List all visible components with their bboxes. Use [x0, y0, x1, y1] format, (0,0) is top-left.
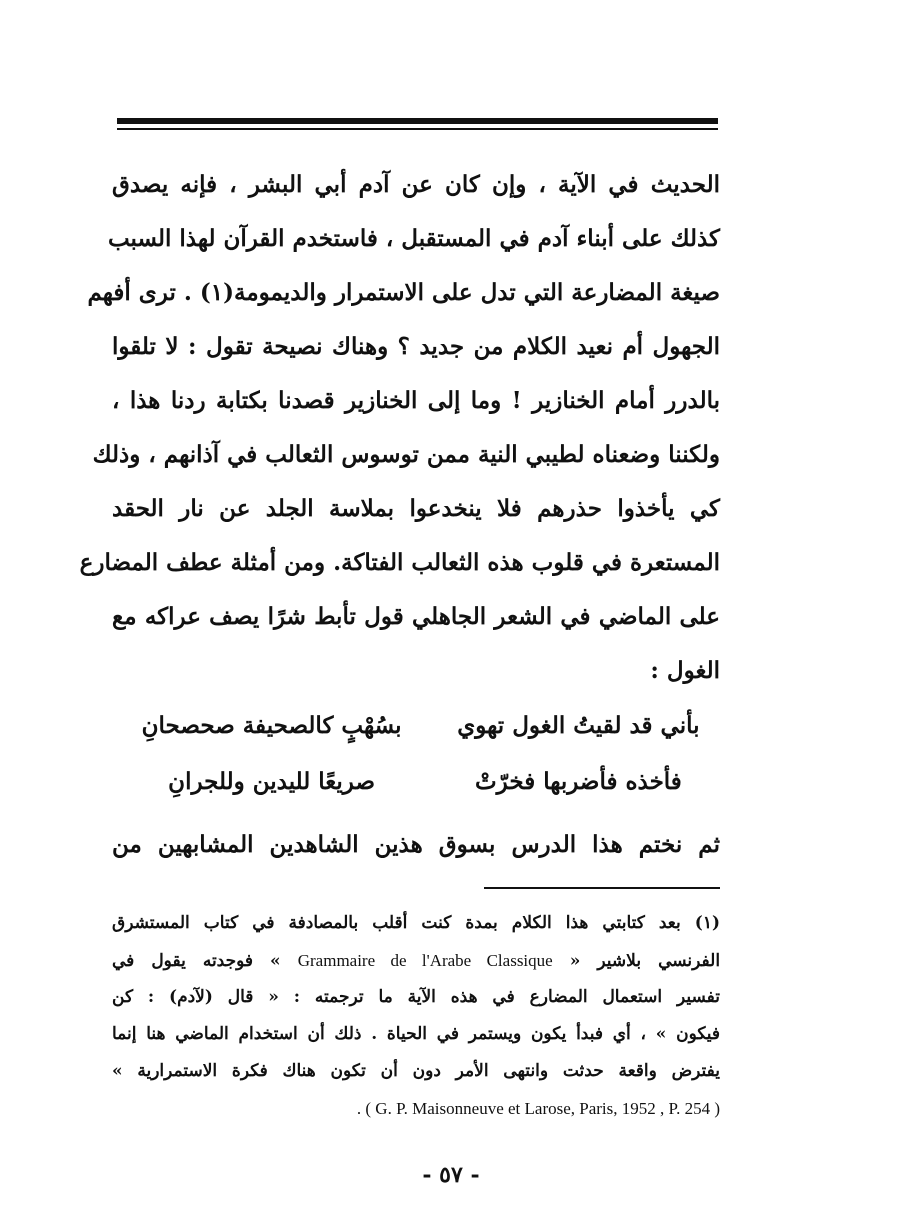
- poem-verse: [130, 698, 720, 754]
- body-line: على الماضي في الشعر الجاهلي قول تأبط شرًا يصف عراكه مع: [112, 603, 720, 630]
- footnote-line: تفسير استعمال المضارع في هذه الآية ما ترجمته : « قال (لآدم) : كن: [112, 987, 720, 1007]
- verse-first-hemistich: بأني قد لقيتُ الغول تهوي: [457, 712, 700, 739]
- footnote-line2-prefix: الفرنسي بلاشير «: [569, 951, 721, 971]
- body-line: بالدرر أمام الخنازير ! وما إلى الخنازير قصدنا بكتابة ردنا هذا ،: [112, 387, 720, 414]
- body-paragraph: [79, 158, 720, 698]
- footnote-separator: [484, 887, 720, 889]
- poem-verse: [130, 754, 720, 810]
- verse-second-hemistich: صريعًا لليدين وللجرانِ: [168, 768, 376, 795]
- body-line: الجهول أم نعيد الكلام من جديد ؟ وهناك نصيحة تقول : لا تلقوا: [112, 333, 720, 360]
- footnote-line2-suffix: » فوجدته يقول في: [112, 951, 281, 971]
- footnote-book-title: Grammaire de l'Arabe Classique: [297, 951, 553, 970]
- body-line: صيغة المضارعة التي تدل على الاستمرار والديمومة(١) . ترى أفهم: [87, 279, 720, 306]
- body-line: الغول :: [650, 657, 720, 684]
- closing-line: ثم نختم هذا الدرس بسوق هذين الشاهدين المشابهين من: [112, 831, 720, 858]
- footnote-line: [112, 942, 720, 979]
- footnote-line: فيكون » ، أي فبدأ يكون ويستمر في الحياة . ذلك أن استخدام الماضي هنا إنما: [112, 1024, 720, 1044]
- poem-block: [130, 698, 720, 810]
- footnote-reference: [112, 1090, 720, 1127]
- body-line: كي يأخذوا حذرهم فلا ينخدعوا بملاسة الجلد عن نار الحقد: [112, 495, 720, 522]
- body-line: المستعرة في قلوب هذه الثعالب الفتاكة. ومن أمثلة عطف المضارع: [79, 549, 720, 576]
- verse-second-hemistich: بسُهْبٍ كالصحيفة صحصحانِ: [141, 712, 402, 739]
- body-line: الحديث في الآية ، وإن كان عن آدم أبي البشر ، فإنه يصدق: [112, 171, 720, 198]
- header-rule-thin: [117, 128, 718, 130]
- header-rule-thick: [117, 118, 718, 124]
- body-line: كذلك على أبناء آدم في المستقبل ، فاستخدم القرآن لهذا السبب: [107, 225, 720, 252]
- footnote: [112, 905, 720, 1127]
- footnote-line: (١) بعد كتابتي هذا الكلام بمدة كنت أقلب بالمصادفة في كتاب المستشرق: [112, 913, 720, 933]
- footnote-reference-text: . ( G. P. Maisonneuve et Larose, Paris, 1952 , P. 254 ): [356, 1099, 720, 1118]
- page-number: - ٥٧ -: [422, 1162, 480, 1188]
- verse-first-hemistich: فأخذه فأضربها فخرّتْ: [475, 768, 682, 795]
- footnote-line: يفترض واقعة حدثت وانتهى الأمر دون أن تكون هناك فكرة الاستمرارية »: [112, 1061, 720, 1081]
- body-line: ولكننا وضعناه لطيبي النية ممن توسوس الثعالب في آذانهم ، وذلك: [92, 441, 720, 468]
